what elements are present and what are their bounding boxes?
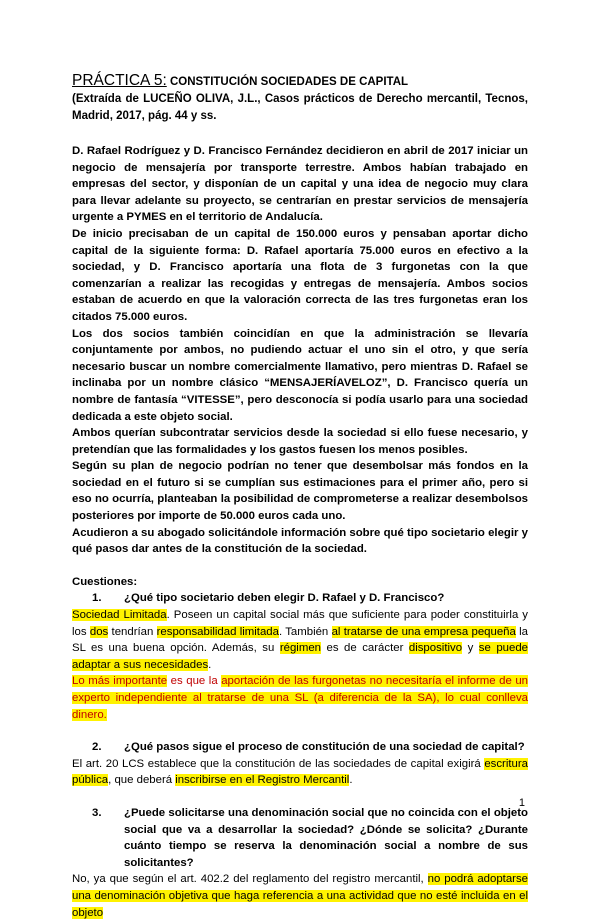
highlighted-text: régimen — [279, 642, 321, 655]
answer-segment: , que deberá — [108, 774, 176, 787]
case-paragraph: Los dos socios también coincidían en que la administración se llevaría conjuntamente por ambos, no pudiendo actuar el uno sin el otro, y que sería necesario buscar un nombre comercialmente llamativo, pero mientras D. Rafael se inclinaba por un nombre clásico “MENSAJERÍAVELOZ”, D. Francisco quería un nombre de fantasía “VITESSE”, pero desconocía si podía usarlo para una sociedad dedicada a este objeto social. — [72, 327, 528, 423]
question-item — [72, 739, 528, 756]
source-citation: (Extraída de LUCEÑO OLIVA, J.L., Casos prácticos de Derecho mercantil, Tecnos, Madrid, 2017, pág. 44 y ss. — [72, 93, 528, 122]
page-number: 1 — [518, 797, 525, 809]
case-paragraph: D. Rafael Rodríguez y D. Francisco Fernández decidieron en abril de 2017 iniciar un negocio de mensajería por transporte terrestre. Ambos habían trabajado en empresas del sector, y disponían de un capital y una idea de negocio muy clara para llevar adelante su proyecto, se centrarían en prestar servicios de mensajería urgente a PYMES en el territorio de Andalucía. — [72, 145, 528, 224]
answer-segment: . También — [278, 625, 332, 638]
case-statement — [72, 143, 528, 558]
highlighted-text: Sociedad Limitada — [72, 609, 167, 622]
highlighted-text: se puede adaptar a sus necesidades — [72, 642, 528, 671]
answer-segment: El art. 20 LCS establece que la constitución de las sociedades de capital exigirá — [72, 757, 485, 770]
case-paragraph: Ambos querían subcontratar servicios desde la sociedad si ello fuese necesario, y pretendían que las formalidades y los gastos fuesen los menos posibles. — [72, 427, 528, 456]
questions-heading: Cuestiones: — [72, 575, 138, 588]
highlighted-text: al tratarse de una empresa pequeña — [331, 625, 516, 638]
highlighted-text: escritura pública — [72, 757, 528, 787]
answer-segment: es de carácter — [321, 642, 409, 655]
answer-text — [72, 673, 528, 723]
highlighted-text: no podrá adoptarse una denominación objetiva que haga referencia a una actividad que no esté incluida en el objeto — [72, 873, 529, 919]
question-number: 2. — [92, 741, 102, 754]
answer-segment: tendrían — [108, 625, 157, 638]
practice-heading: CONSTITUCIÓN SOCIEDADES DE CAPITAL — [166, 76, 409, 88]
case-paragraph: De inicio precisaban de un capital de 150.000 euros y pensaban aportar dicho capital de la siguiente forma: D. Rafael aportaría 75.000 euros en efectivo a la sociedad, y D. Francisco aportaría una flota de 3 furgonetas con la que comenzarían a realizar las recogidas y entregas de mensajería. Ambos socios estaban de acuerdo en que la valoración correcta de las tres furgonetas eran los citados 75.000 euros. — [72, 227, 528, 323]
practice-title — [72, 72, 528, 91]
highlighted-text: inscribirse en el Registro Mercantil — [175, 774, 350, 787]
highlighted-text: Lo más importante — [72, 675, 168, 688]
question-block — [72, 805, 528, 921]
highlighted-text: aportación de las furgonetas no necesitaría el informe de un experto independiente al tratarse de una SL (a diferencia de la SA), lo cual conlleva dinero. — [72, 675, 528, 721]
question-text: ¿Qué pasos sigue el proceso de constitución de una sociedad de capital? — [124, 741, 525, 754]
question-item — [72, 805, 528, 871]
answer-segment: . — [208, 658, 212, 671]
answer-segment: No, ya que según el art. 402.2 del reglamento del registro mercantil, — [72, 873, 428, 886]
question-text: ¿Qué tipo societario deben elegir D. Rafael y D. Francisco? — [124, 592, 445, 605]
answer-text — [72, 607, 528, 673]
question-text: ¿Puede solicitarse una denominación social que no coincida con el objeto social que va a desarrollar la sociedad? ¿Dónde se solicita? ¿Durante cuánto tiempo se reserva la denominación social a nombre de sus solicitantes? — [124, 806, 528, 869]
answer-segment: . — [349, 774, 353, 787]
question-block — [72, 739, 528, 789]
answer-text — [72, 756, 528, 789]
practice-number: PRÁCTICA 5: — [72, 72, 167, 89]
answer-text — [72, 871, 528, 921]
highlighted-text: responsabilidad limitada — [156, 625, 279, 638]
question-block — [72, 590, 528, 723]
question-number: 1. — [92, 592, 102, 605]
question-number: 3. — [92, 806, 102, 819]
answer-segment: la SL es una buena opción. Además, su — [72, 625, 528, 655]
question-item — [72, 590, 528, 607]
answer-segment: y — [462, 642, 479, 655]
highlighted-text: dos — [89, 625, 109, 638]
highlighted-text: dispositivo — [408, 642, 463, 655]
case-paragraph: Según su plan de negocio podrían no tener que desembolsar más fondos en la sociedad en el futuro si se cumplían sus estimaciones para el primer año, pero si eso no ocurría, planteaban la posibilidad de comprometerse a realizar desembolsos posteriores por importe de 50.000 euros cada uno. — [72, 460, 528, 523]
answer-segment: . Poseen un capital social más que suficiente para poder constituirla y los — [72, 609, 529, 638]
case-paragraph: Acudieron a su abogado solicitándole información sobre qué tipo societario elegir y qué pasos dar antes de la constitución de la sociedad. — [72, 526, 528, 556]
answer-segment: es que la — [167, 675, 222, 688]
